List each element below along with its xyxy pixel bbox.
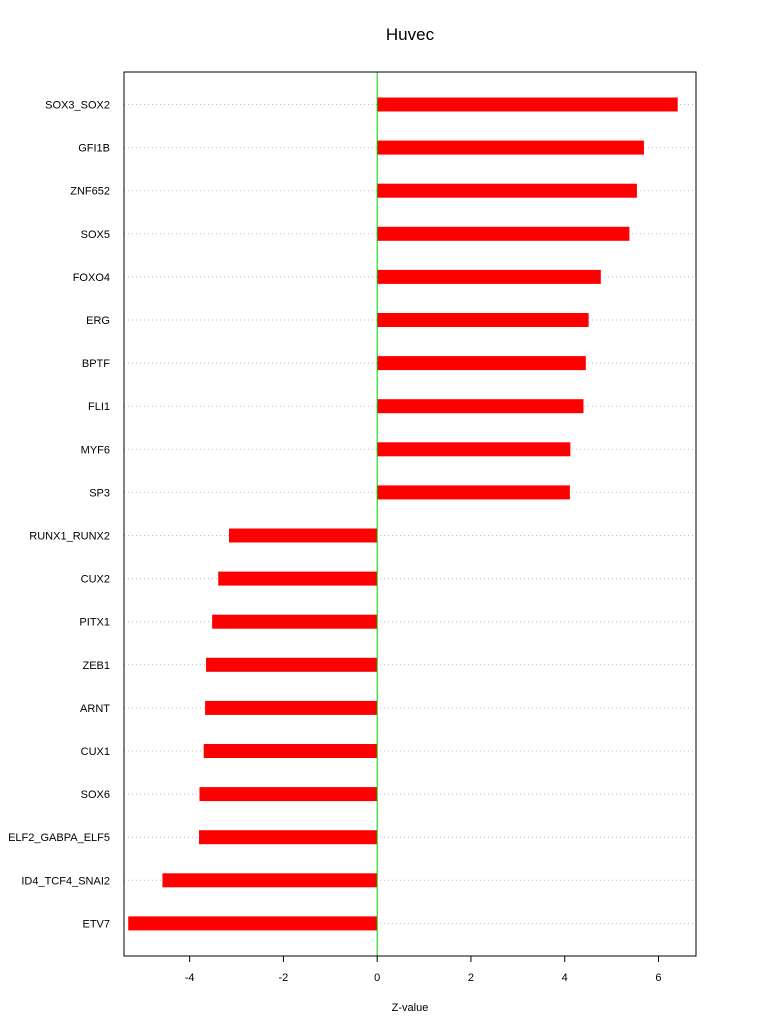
x-tick-label: 0: [374, 972, 381, 984]
y-tick-label: PITX1: [79, 616, 110, 629]
y-tick-label: ELF2_GABPA_ELF5: [8, 832, 110, 845]
bar-sp3: [377, 485, 570, 499]
bar-cux2: [218, 572, 377, 586]
bar-sox3-sox2: [377, 98, 678, 112]
x-tick-label: 4: [561, 972, 568, 984]
bar-elf2-gabpa-elf5: [199, 830, 377, 844]
y-tick-label: ETV7: [82, 918, 110, 931]
x-tick-label: 2: [467, 972, 475, 984]
y-tick-label: RUNX1_RUNX2: [29, 530, 110, 543]
bar-erg: [377, 313, 588, 327]
y-tick-label: SOX6: [80, 789, 110, 802]
bars: [128, 98, 677, 931]
bar-fli1: [377, 399, 583, 413]
chart-title: Huvec: [385, 25, 435, 44]
plot-frame: [124, 72, 696, 956]
bar-myf6: [377, 442, 570, 456]
y-tick-label: ZEB1: [82, 659, 110, 672]
bar-arnt: [205, 701, 377, 715]
bar-runx1-runx2: [229, 529, 377, 543]
y-tick-label: BPTF: [81, 358, 110, 371]
y-tick-label: CUX2: [80, 573, 110, 586]
x-tick-label: -2: [278, 972, 289, 984]
bar-id4-tcf4-snai2: [162, 873, 377, 887]
y-tick-label: FOXO4: [72, 271, 110, 284]
x-tick-label: 6: [655, 972, 662, 984]
y-tick-label: ID4_TCF4_SNAI2: [21, 875, 110, 888]
bar-gfi1b: [377, 141, 644, 155]
bar-bptf: [377, 356, 586, 370]
bar-znf652: [377, 184, 637, 198]
y-tick-label: SOX3_SOX2: [45, 99, 110, 112]
y-tick-label: CUX1: [80, 746, 110, 758]
x-axis-title: Z-value: [391, 1002, 429, 1014]
y-tick-label: GFI1B: [78, 142, 110, 155]
y-tick-label: ARNT: [80, 702, 110, 715]
y-tick-label: ZNF652: [70, 185, 110, 198]
bar-etv7: [128, 916, 377, 930]
bar-cux1: [204, 744, 377, 758]
y-tick-label: SOX5: [80, 228, 110, 241]
y-tick-label: FLI1: [87, 401, 110, 414]
y-axis-labels: [8, 100, 110, 931]
y-tick-label: SP3: [89, 487, 110, 500]
bar-sox6: [199, 787, 377, 801]
x-axis: [185, 956, 662, 984]
bar-sox5: [377, 227, 629, 241]
x-tick-label: -4: [184, 972, 195, 984]
y-tick-label: ERG: [86, 315, 110, 327]
bar-zeb1: [206, 658, 377, 672]
y-tick-label: MYF6: [80, 444, 110, 457]
bar-pitx1: [212, 615, 377, 629]
bar-foxo4: [377, 270, 601, 284]
